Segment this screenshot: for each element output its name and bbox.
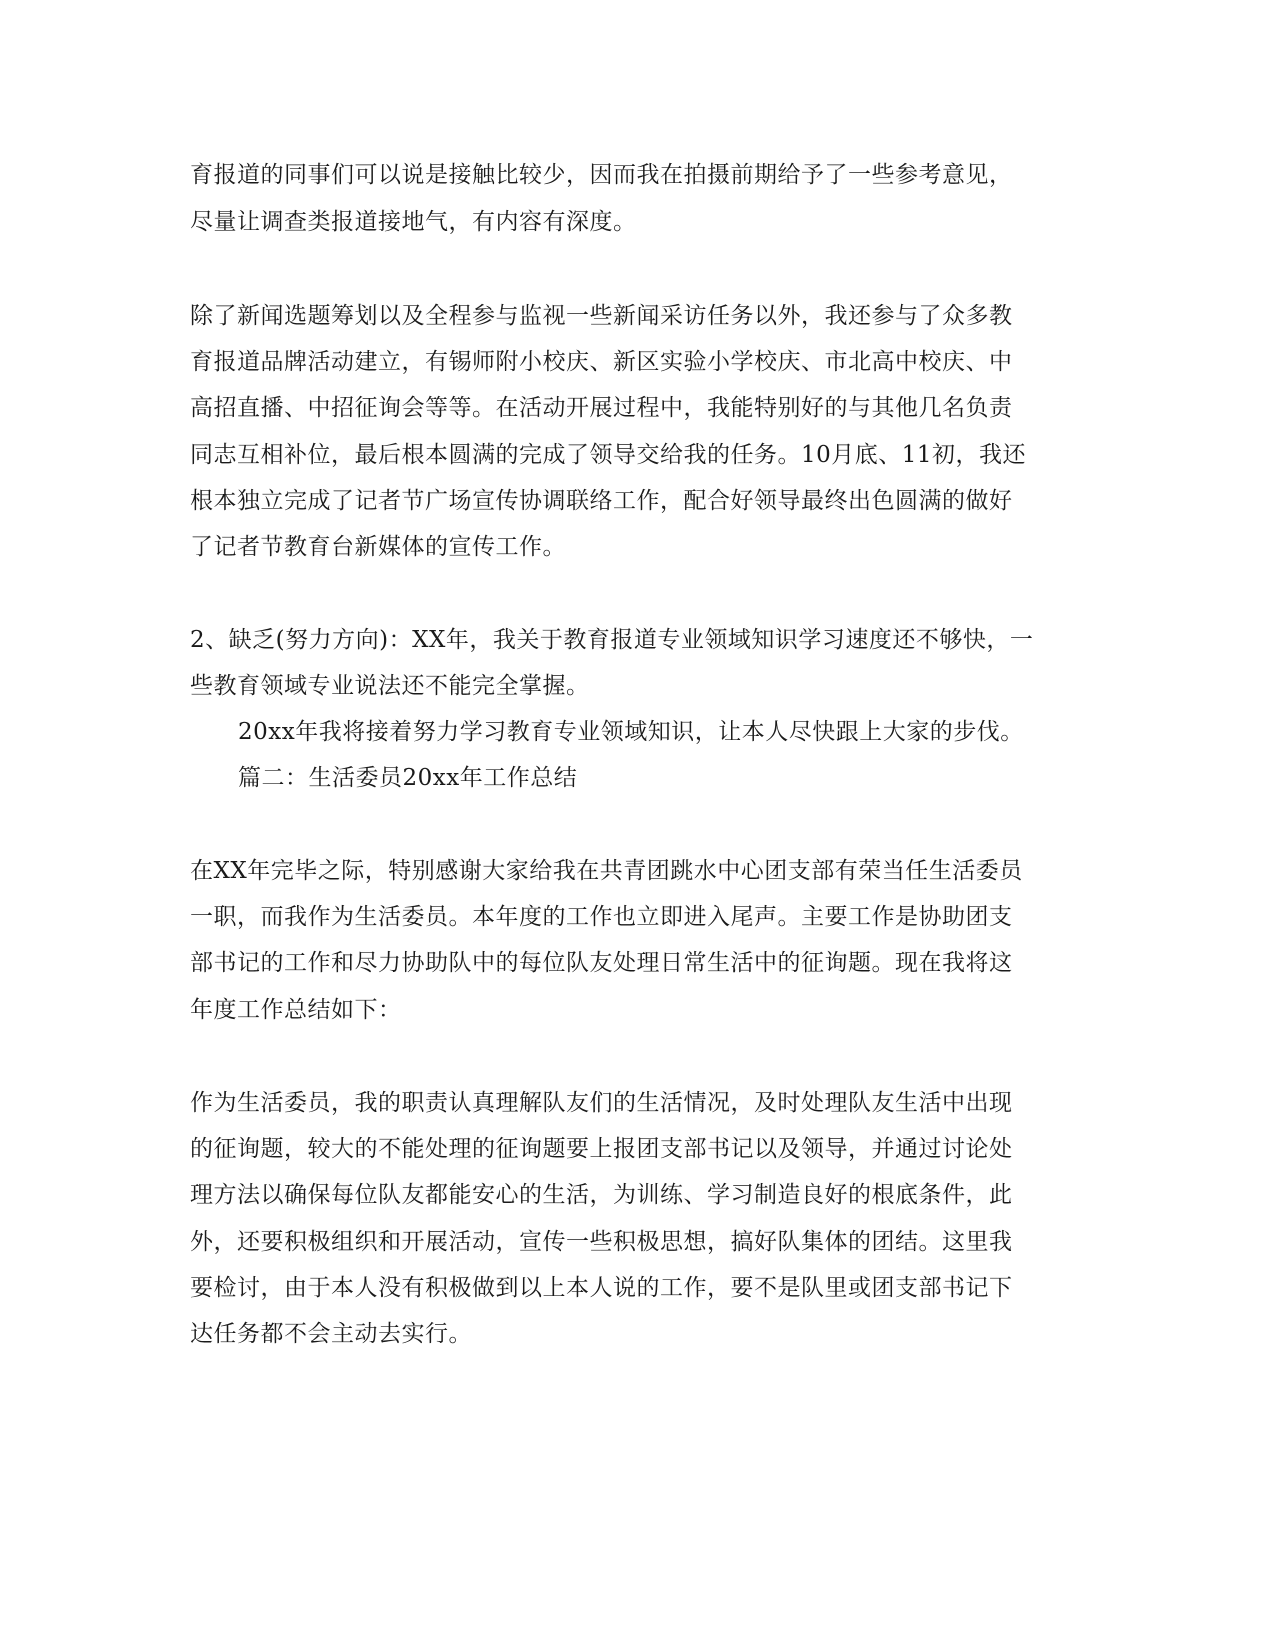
paragraph-3-line-1: 2、缺乏(努力方向)：XX年，我关于教育报道专业领域知识学习速度还不够快，一 xyxy=(190,627,1034,653)
paragraph-2-line-2: 育报道品牌活动建立，有锡师附小校庆、新区实验小学校庆、市北高中校庆、中 xyxy=(190,349,1013,375)
paragraph-5-line-2: 一职，而我作为生活委员。本年度的工作也立即进入尾声。主要工作是协助团支 xyxy=(190,904,1013,930)
paragraph-5-line-1: 在XX年完毕之际，特别感谢大家给我在共青团跳水中心团支部有荣当任生活委员 xyxy=(190,858,1023,884)
paragraph-2-line-3: 高招直播、中招征询会等等。在活动开展过程中，我能特别好的与其他几名负责 xyxy=(190,395,1013,421)
paragraph-2-line-4: 同志互相补位，最后根本圆满的完成了领导交给我的任务。10月底、11初，我还 xyxy=(190,442,1027,468)
paragraph-5-line-3: 部书记的工作和尽力协助队中的每位队友处理日常生活中的征询题。现在我将这 xyxy=(190,950,1013,976)
paragraph-2-line-5: 根本独立完成了记者节广场宣传协调联络工作，配合好领导最终出色圆满的做好 xyxy=(190,488,1013,514)
paragraph-1-line-1: 育报道的同事们可以说是接触比较少，因而我在拍摄前期给予了一些参考意见， xyxy=(190,162,1013,188)
paragraph-4: 20xx年我将接着努力学习教育专业领域知识，让本人尽快跟上大家的步伐。 xyxy=(238,719,1024,745)
paragraph-2-line-6: 了记者节教育台新媒体的宣传工作。 xyxy=(190,534,566,560)
paragraph-6-line-5: 要检讨，由于本人没有积极做到以上本人说的工作，要不是队里或团支部书记下 xyxy=(190,1275,1013,1301)
paragraph-1-line-2: 尽量让调查类报道接地气，有内容有深度。 xyxy=(190,209,637,235)
paragraph-6-line-4: 外，还要积极组织和开展活动，宣传一些积极思想，搞好队集体的团结。这里我 xyxy=(190,1229,1013,1255)
section-heading: 篇二：生活委员20xx年工作总结 xyxy=(238,765,578,791)
paragraph-3-line-2: 些教育领域专业说法还不能完全掌握。 xyxy=(190,673,590,699)
paragraph-2-line-1: 除了新闻选题筹划以及全程参与监视一些新闻采访任务以外，我还参与了众多教 xyxy=(190,303,1013,329)
paragraph-6-line-3: 理方法以确保每位队友都能安心的生活，为训练、学习制造良好的根底条件，此 xyxy=(190,1182,1013,1208)
paragraph-6-line-2: 的征询题，较大的不能处理的征询题要上报团支部书记以及领导，并通过讨论处 xyxy=(190,1136,1013,1162)
paragraph-5-line-4: 年度工作总结如下： xyxy=(190,997,402,1023)
paragraph-6-line-1: 作为生活委员，我的职责认真理解队友们的生活情况，及时处理队友生活中出现 xyxy=(190,1090,1013,1116)
paragraph-6-line-6: 达任务都不会主动去实行。 xyxy=(190,1321,472,1347)
